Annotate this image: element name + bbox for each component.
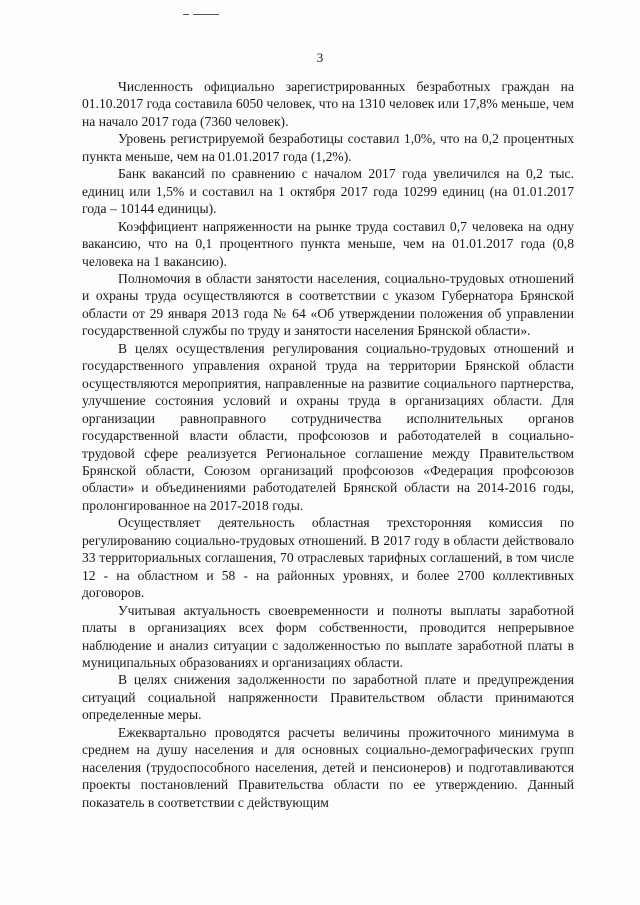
paragraph-social-partnership: В целях осуществления регулирования социально-трудовых отношений и государственного управления охраной труда на территории Брянской области осуществляются мероприятия, направленные на развитие социального партнерства, улучшение состояния условий и охраны труда в организациях области. Для организации равноправного сотрудничества исполнительных органов государственной власти области, профсоюзов и работодателей в социально-трудовой сфере реализуется Региональное соглашение между Правительством Брянской области, Союзом организаций профсоюзов «Федерация профсоюзов области» и объединениями работодателей Брянской области на 2014-2016 годы, пролонгированное на 2017-2018 годы. — [82, 340, 574, 513]
page-number: 3 — [316, 50, 324, 65]
paragraph-tripartite-commission: Осуществляет деятельность областная трехсторонняя комиссия по регулированию социально-трудовых отношений. В 2017 году в области действовало 33 территориальных соглашения, 70 отраслевых тарифных соглашений, в том числе 12 - на областном и 58 - на районных уровнях, и более 2700 коллективных договоров. — [82, 515, 574, 601]
paragraph-unemployment-rate: Уровень регистрируемой безработицы составил 1,0%, что на 0,2 процентных пункта меньше, чем на 01.01.2017 года (1,2%). — [82, 131, 574, 164]
paragraph-arrears-measures: В целях снижения задолженности по заработной плате и предупреждения ситуаций социальной напряженности Правительством области принимаются определенные меры. — [82, 672, 574, 723]
paragraph-vacancy-bank: Банк вакансий по сравнению с началом 2017 года увеличился на 0,2 тыс. единиц или 1,5% и составил на 1 октября 2017 года 10299 единиц (на 01.01.2017 года – 10144 единицы). — [82, 166, 574, 217]
paragraph-subsistence-minimum: Ежеквартально проводятся расчеты величины прожиточного минимума в среднем на душу населения и для основных социально-демографических групп населения (трудоспособного населения, детей и пенсионеров) и подготавливаются проекты постановлений Правительства области по ее утверждению. Данный показатель в соответствии с действующим — [82, 724, 574, 810]
paragraph-unemployed-count: Численность официально зарегистрированных безработных граждан на 01.10.2017 года составила 6050 человек, что на 1310 человек или 17,8% меньше, чем на начало 2017 года (7360 человек). — [82, 79, 574, 129]
scan-artifact-mark — [183, 14, 219, 16]
paragraph-employment-powers: Полномочия в области занятости населения, социально-трудовых отношений и охраны труда осуществляются в соответствии с указом Губернатора Брянской области от 29 января 2013 года № 64 «Об утверждении положения об управлении государственной службы по труду и занятости населения Брянской области». — [82, 270, 574, 339]
paragraph-tension-coefficient: Коэффициент напряженности на рынке труда составил 0,7 человека на одну вакансию, что на 0,1 процентного пункта меньше, чем на 01.01.2017 года (0,8 человека на 1 вакансию). — [82, 218, 574, 269]
body-text — [82, 78, 574, 811]
paragraph-wage-monitoring: Учитывая актуальность своевременности и полноты выплаты заработной платы в организациях всех форм собственности, проводится непрерывное наблюдение и анализ ситуации с задолженностью по выплате заработной платы в муниципальных образованиях и организациях области. — [82, 602, 574, 670]
